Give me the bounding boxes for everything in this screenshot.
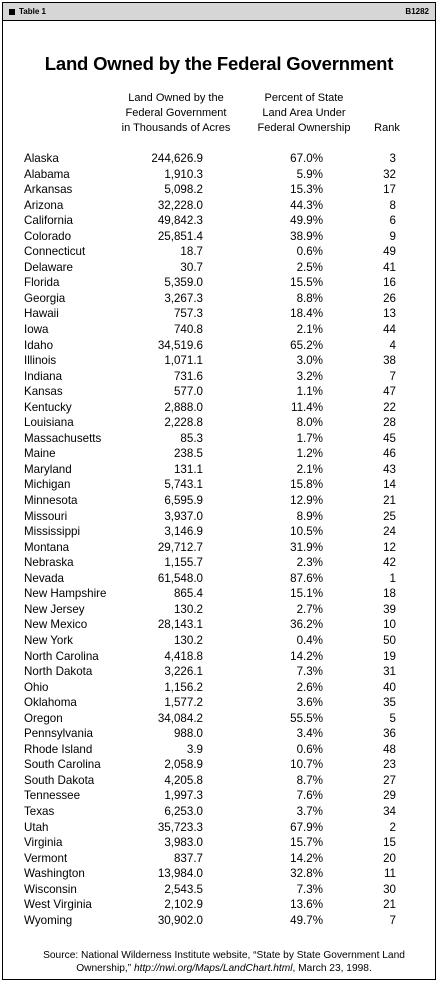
table-row	[3, 291, 435, 307]
cell-percent: 1.2%	[296, 447, 323, 461]
cell-percent: 1.7%	[296, 431, 323, 445]
cell-acres: 130.2	[173, 602, 203, 616]
cell-state: North Dakota	[24, 665, 93, 679]
cell-rank: 29	[383, 789, 396, 803]
table-row	[3, 306, 435, 322]
cell-percent: 2.7%	[296, 602, 323, 616]
cell-rank: 36	[383, 727, 396, 741]
cell-acres: 85.3	[180, 431, 203, 445]
cell-rank: 17	[383, 183, 396, 197]
cell-acres: 131.1	[173, 462, 203, 476]
cell-percent: 49.7%	[290, 913, 323, 927]
cell-rank: 27	[383, 773, 396, 787]
source-prefix: Source: National Wilderness Institute website, “State by State Government Land Ownership,”	[43, 950, 405, 974]
cell-percent: 38.9%	[290, 229, 323, 243]
cell-percent: 3.2%	[296, 369, 323, 383]
cell-percent: 2.6%	[296, 680, 323, 694]
cell-rank: 2	[389, 820, 396, 834]
table-row	[3, 415, 435, 431]
cell-acres: 35,723.3	[157, 820, 203, 834]
cell-percent: 2.5%	[296, 260, 323, 274]
cell-percent: 32.8%	[290, 867, 323, 881]
cell-percent: 8.7%	[296, 773, 323, 787]
cell-percent: 67.9%	[290, 820, 323, 834]
cell-percent: 15.5%	[290, 276, 323, 290]
cell-state: Louisiana	[24, 416, 74, 430]
cell-acres: 5,098.2	[164, 183, 203, 197]
table-row	[3, 602, 435, 618]
cell-rank: 6	[389, 214, 396, 228]
table-row	[3, 680, 435, 696]
cell-acres: 3,983.0	[164, 836, 203, 850]
table-row	[3, 244, 435, 260]
cell-percent: 0.4%	[296, 633, 323, 647]
source-url: http://nwi.org/Maps/LandChart.html	[133, 963, 293, 974]
cell-state: Ohio	[24, 680, 49, 694]
cell-rank: 7	[389, 369, 396, 383]
cell-rank: 15	[383, 836, 396, 850]
cell-state: New York	[24, 633, 73, 647]
cell-percent: 14.2%	[290, 851, 323, 865]
cell-acres: 2,888.0	[164, 400, 203, 414]
cell-acres: 34,084.2	[157, 711, 203, 725]
cell-acres: 2,543.5	[164, 882, 203, 896]
table-row	[3, 835, 435, 851]
cell-state: New Hampshire	[24, 587, 107, 601]
header-acres-line: Federal Government	[125, 107, 227, 119]
cell-percent: 7.3%	[296, 882, 323, 896]
table-row	[3, 151, 435, 167]
cell-rank: 16	[383, 276, 396, 290]
header-acres-line: in Thousands of Acres	[121, 122, 231, 134]
header-percent-line: Percent of State	[264, 92, 344, 104]
cell-rank: 9	[389, 229, 396, 243]
cell-acres: 1,577.2	[164, 696, 203, 710]
cell-state: Alabama	[24, 167, 70, 181]
cell-rank: 48	[383, 742, 396, 756]
table-row	[3, 431, 435, 447]
cell-state: Texas	[24, 804, 55, 818]
cell-rank: 50	[383, 633, 396, 647]
cell-rank: 24	[383, 525, 396, 539]
table-row	[3, 695, 435, 711]
cell-state: Idaho	[24, 338, 54, 352]
cell-state: Connecticut	[24, 245, 86, 259]
table-row	[3, 540, 435, 556]
cell-percent: 3.6%	[296, 696, 323, 710]
cell-state: Massachusetts	[24, 431, 102, 445]
cell-state: Mississippi	[24, 525, 81, 539]
cell-percent: 8.9%	[296, 509, 323, 523]
table-row	[3, 167, 435, 183]
cell-state: Kentucky	[24, 400, 72, 414]
table-row	[3, 882, 435, 898]
cell-state: South Dakota	[24, 773, 95, 787]
cell-percent: 10.7%	[290, 758, 323, 772]
cell-rank: 28	[383, 416, 396, 430]
cell-rank: 32	[383, 167, 396, 181]
header-percent-line: Federal Ownership	[257, 122, 351, 134]
cell-percent: 15.7%	[290, 836, 323, 850]
cell-state: Delaware	[24, 260, 73, 274]
cell-state: Pennsylvania	[24, 727, 93, 741]
table-row	[3, 260, 435, 276]
cell-state: Hawaii	[24, 307, 59, 321]
table-row	[3, 664, 435, 680]
cell-acres: 740.8	[173, 323, 203, 337]
cell-acres: 6,595.9	[164, 494, 203, 508]
cell-state: Oregon	[24, 711, 63, 725]
cell-rank: 5	[389, 711, 396, 725]
cell-percent: 65.2%	[290, 338, 323, 352]
cell-rank: 40	[383, 680, 396, 694]
cell-percent: 7.6%	[296, 789, 323, 803]
table-label-text: Table 1	[19, 7, 46, 16]
cell-state: Illinois	[24, 354, 57, 368]
table-row	[3, 617, 435, 633]
cell-rank: 31	[383, 665, 396, 679]
cell-rank: 45	[383, 431, 396, 445]
cell-state: Nebraska	[24, 556, 74, 570]
cell-rank: 3	[389, 152, 396, 165]
cell-state: Arizona	[24, 198, 64, 212]
table-label	[9, 7, 46, 16]
cell-rank: 8	[389, 198, 396, 212]
cell-percent: 3.4%	[296, 727, 323, 741]
table-row	[3, 788, 435, 804]
cell-state: Indiana	[24, 369, 63, 383]
cell-rank: 26	[383, 291, 396, 305]
cell-acres: 30.7	[180, 260, 203, 274]
header-rank: Rank	[374, 122, 400, 134]
cell-percent: 7.3%	[296, 665, 323, 679]
table-row	[3, 711, 435, 727]
cell-percent: 31.9%	[290, 540, 323, 554]
cell-acres: 1,156.2	[164, 680, 203, 694]
cell-percent: 3.7%	[296, 804, 323, 818]
cell-acres: 577.0	[173, 385, 203, 399]
table-row	[3, 524, 435, 540]
table-row	[3, 742, 435, 758]
cell-percent: 8.0%	[296, 416, 323, 430]
cell-acres: 837.7	[173, 851, 203, 865]
cell-percent: 87.6%	[290, 571, 323, 585]
table-row	[3, 913, 435, 929]
cell-rank: 21	[383, 494, 396, 508]
cell-rank: 30	[383, 882, 396, 896]
cell-acres: 988.0	[173, 727, 203, 741]
table-row	[3, 182, 435, 198]
cell-acres: 18.7	[180, 245, 203, 259]
header-percent	[247, 91, 361, 136]
cell-acres: 6,253.0	[164, 804, 203, 818]
cell-state: Michigan	[24, 478, 71, 492]
cell-rank: 10	[383, 618, 396, 632]
cell-state: Missouri	[24, 509, 68, 523]
cell-rank: 42	[383, 556, 396, 570]
source-note	[25, 949, 423, 975]
cell-acres: 49,842.3	[157, 214, 203, 228]
cell-rank: 35	[383, 696, 396, 710]
cell-percent: 1.1%	[296, 385, 323, 399]
cell-state: Maryland	[24, 462, 72, 476]
cell-percent: 11.4%	[290, 400, 323, 414]
cell-rank: 34	[383, 804, 396, 818]
table-row	[3, 633, 435, 649]
cell-acres: 28,143.1	[157, 618, 203, 632]
cell-rank: 21	[383, 898, 396, 912]
table-marker-icon	[9, 9, 15, 15]
table-row	[3, 804, 435, 820]
cell-state: Utah	[24, 820, 49, 834]
cell-acres: 757.3	[173, 307, 203, 321]
cell-acres: 2,058.9	[164, 758, 203, 772]
cell-state: Rhode Island	[24, 742, 93, 756]
cell-state: Nevada	[24, 571, 64, 585]
cell-rank: 14	[383, 478, 396, 492]
cell-state: Tennessee	[24, 789, 81, 803]
table-row	[3, 400, 435, 416]
cell-acres: 3,146.9	[164, 525, 203, 539]
cell-rank: 38	[383, 354, 396, 368]
cell-rank: 25	[383, 509, 396, 523]
cell-acres: 29,712.7	[157, 540, 203, 554]
cell-rank: 22	[383, 400, 396, 414]
table-row	[3, 446, 435, 462]
cell-percent: 2.3%	[296, 556, 323, 570]
cell-acres: 244,626.9	[151, 152, 203, 165]
cell-percent: 5.9%	[296, 167, 323, 181]
cell-state: Oklahoma	[24, 696, 77, 710]
cell-state: New Mexico	[24, 618, 88, 632]
cell-state: Alaska	[24, 152, 59, 165]
cell-acres: 3,226.1	[164, 665, 203, 679]
cell-rank: 43	[383, 462, 396, 476]
cell-state: Montana	[24, 540, 70, 554]
table-row	[3, 866, 435, 882]
table-row	[3, 338, 435, 354]
cell-rank: 1	[389, 571, 396, 585]
header-acres-line: Land Owned by the	[128, 92, 224, 104]
cell-acres: 13,984.0	[157, 867, 203, 881]
cell-state: North Carolina	[24, 649, 99, 663]
cell-acres: 3,267.3	[164, 291, 203, 305]
cell-rank: 47	[383, 385, 396, 399]
table-frame	[2, 2, 436, 980]
cell-state: Maine	[24, 447, 56, 461]
cell-percent: 55.5%	[290, 711, 323, 725]
cell-rank: 4	[389, 338, 396, 352]
cell-rank: 11	[383, 867, 396, 881]
cell-state: West Virginia	[24, 898, 92, 912]
cell-state: South Carolina	[24, 758, 101, 772]
cell-acres: 238.5	[173, 447, 203, 461]
table-row	[3, 213, 435, 229]
cell-state: Colorado	[24, 229, 72, 243]
cell-percent: 67.0%	[290, 152, 323, 165]
cell-acres: 1,910.3	[164, 167, 203, 181]
cell-rank: 20	[383, 851, 396, 865]
cell-state: Kansas	[24, 385, 63, 399]
cell-percent: 2.1%	[296, 323, 323, 337]
table-row	[3, 353, 435, 369]
header-percent-line: Land Area Under	[262, 107, 346, 119]
cell-acres: 61,548.0	[157, 571, 203, 585]
cell-acres: 2,102.9	[164, 898, 203, 912]
cell-state: Wyoming	[24, 913, 73, 927]
table-row	[3, 275, 435, 291]
cell-rank: 41	[383, 260, 396, 274]
table-row	[3, 462, 435, 478]
table-row	[3, 571, 435, 587]
cell-percent: 15.8%	[290, 478, 323, 492]
cell-state: Minnesota	[24, 494, 78, 508]
table-row	[3, 649, 435, 665]
cell-acres: 2,228.8	[164, 416, 203, 430]
page-title: Land Owned by the Federal Government	[44, 53, 394, 74]
cell-acres: 30,902.0	[157, 913, 203, 927]
source-suffix: , March 23, 1998.	[292, 963, 372, 974]
cell-percent: 12.9%	[290, 494, 323, 508]
cell-rank: 12	[383, 540, 396, 554]
cell-rank: 7	[389, 913, 396, 927]
cell-rank: 46	[383, 447, 396, 461]
cell-percent: 2.1%	[296, 462, 323, 476]
cell-rank: 49	[383, 245, 396, 259]
table-body	[3, 151, 435, 928]
table-row	[3, 369, 435, 385]
cell-acres: 865.4	[173, 587, 203, 601]
cell-state: Florida	[24, 276, 60, 290]
cell-percent: 3.0%	[296, 354, 323, 368]
table-header-bar	[3, 3, 435, 21]
cell-acres: 3.9	[186, 742, 203, 756]
cell-state: Washington	[24, 867, 85, 881]
cell-percent: 0.6%	[296, 245, 323, 259]
table-row	[3, 820, 435, 836]
cell-state: Vermont	[24, 851, 68, 865]
cell-percent: 10.5%	[290, 525, 323, 539]
cell-acres: 3,937.0	[164, 509, 203, 523]
cell-rank: 23	[383, 758, 396, 772]
cell-state: California	[24, 214, 73, 228]
cell-percent: 15.3%	[290, 183, 323, 197]
table-row	[3, 757, 435, 773]
cell-percent: 49.9%	[290, 214, 323, 228]
cell-rank: 13	[383, 307, 396, 321]
table-row	[3, 726, 435, 742]
cell-acres: 4,418.8	[164, 649, 203, 663]
cell-acres: 130.2	[173, 633, 203, 647]
table-row	[3, 509, 435, 525]
table-row	[3, 586, 435, 602]
cell-percent: 18.4%	[290, 307, 323, 321]
cell-state: Georgia	[24, 291, 66, 305]
table-row	[3, 773, 435, 789]
cell-acres: 25,851.4	[157, 229, 203, 243]
cell-state: Iowa	[24, 323, 49, 337]
table-row	[3, 493, 435, 509]
cell-percent: 14.2%	[290, 649, 323, 663]
table-row	[3, 851, 435, 867]
table-row	[3, 897, 435, 913]
cell-percent: 8.8%	[296, 291, 323, 305]
table-row	[3, 384, 435, 400]
cell-state: Arkansas	[24, 183, 73, 197]
cell-acres: 1,071.1	[164, 354, 203, 368]
cell-percent: 44.3%	[290, 198, 323, 212]
cell-acres: 5,359.0	[164, 276, 203, 290]
table-row	[3, 555, 435, 571]
cell-acres: 34,519.6	[157, 338, 203, 352]
cell-rank: 44	[383, 323, 396, 337]
cell-acres: 4,205.8	[164, 773, 203, 787]
cell-acres: 5,743.1	[164, 478, 203, 492]
cell-percent: 0.6%	[296, 742, 323, 756]
table-row	[3, 198, 435, 214]
cell-state: Wisconsin	[24, 882, 77, 896]
column-headers	[3, 91, 435, 151]
cell-acres: 1,997.3	[164, 789, 203, 803]
cell-state: New Jersey	[24, 602, 85, 616]
cell-state: Virginia	[24, 836, 63, 850]
cell-percent: 13.6%	[290, 898, 323, 912]
cell-acres: 1,155.7	[164, 556, 203, 570]
document-code: B1282	[405, 7, 429, 16]
table-row	[3, 322, 435, 338]
cell-acres: 32,228.0	[157, 198, 203, 212]
header-acres	[110, 91, 242, 136]
cell-rank: 19	[383, 649, 396, 663]
cell-percent: 36.2%	[290, 618, 323, 632]
cell-percent: 15.1%	[290, 587, 323, 601]
cell-acres: 731.6	[173, 369, 203, 383]
cell-rank: 18	[383, 587, 396, 601]
table-row	[3, 477, 435, 493]
cell-rank: 39	[383, 602, 396, 616]
table-row	[3, 229, 435, 245]
